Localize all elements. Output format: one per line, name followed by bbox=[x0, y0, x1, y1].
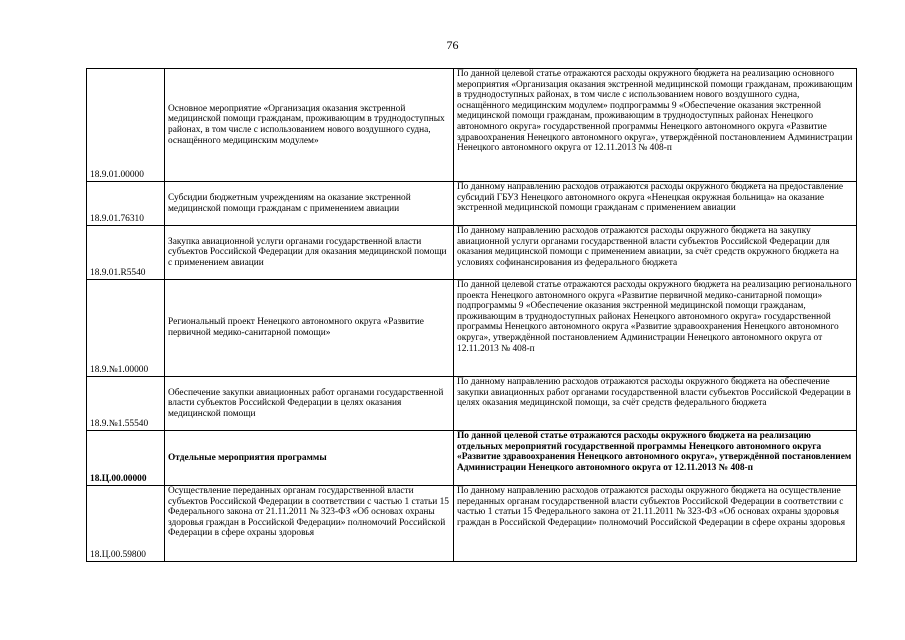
row-code: 18.9.01.76310 bbox=[87, 182, 165, 226]
row-name: Отдельные мероприятия программы bbox=[165, 431, 454, 486]
table-row bbox=[87, 226, 857, 280]
table-row bbox=[87, 377, 857, 431]
row-code: 18.Ц.00.59800 bbox=[87, 486, 165, 562]
table-row bbox=[87, 486, 857, 562]
page-number: 76 bbox=[446, 38, 459, 52]
row-code: 18.9.01.R5540 bbox=[87, 226, 165, 280]
row-description: По данной целевой статье отражаются расходы окружного бюджета на реализацию отдельных мероприятий государственной программы Ненецкого автономного округа «Развитие здравоохранения Ненецкого автономного округа», утверждённой постановлением Администрации Ненецкого автономного округа от 12.11.2013 № 408-п bbox=[454, 431, 857, 486]
budget-classification-table bbox=[86, 68, 857, 562]
table-row bbox=[87, 280, 857, 377]
row-description: По данному направлению расходов отражаются расходы окружного бюджета на закупку авиационной услуги органами государственной власти субъектов Российской Федерации для оказания медицинской помощи с применением авиации, за счёт средств окружного бюджета на условиях софинансирования из федерального бюджета bbox=[454, 226, 857, 280]
row-code: 18.Ц.00.00000 bbox=[87, 431, 165, 486]
row-name: Региональный проект Ненецкого автономного округа «Развитие первичной медико-санитарной помощи» bbox=[165, 280, 454, 377]
row-name: Субсидии бюджетным учреждениям на оказание экстренной медицинской помощи гражданам с применением авиации bbox=[165, 182, 454, 226]
row-name: Осуществление переданных органам государственной власти субъектов Российской Федерации в соответствии с частью 1 статьи 15 Федерального закона от 21.11.2011 № 323-ФЗ «Об основах охраны здоровья граждан в Российской Федерации» полномочий Российской Федерации в сфере охраны здоровья bbox=[165, 486, 454, 562]
row-code: 18.9.01.00000 bbox=[87, 69, 165, 182]
table-row bbox=[87, 431, 857, 486]
row-name: Закупка авиационной услуги органами государственной власти субъектов Российской Федерации для оказания медицинской помощи с применением авиации bbox=[165, 226, 454, 280]
row-description: По данному направлению расходов отражаются расходы окружного бюджета на предоставление субсидий ГБУЗ Ненецкого автономного округа «Ненецкая окружная больница» на оказание экстренной медицинской помощи гражданам с применением авиации bbox=[454, 182, 857, 226]
row-name: Основное мероприятие «Организация оказания экстренной медицинской помощи гражданам, проживающим в труднодоступных районах, в том числе с использованием нового воздушного судна, оснащённого медицинским модулем» bbox=[165, 69, 454, 182]
row-code: 18.9.№1.00000 bbox=[87, 280, 165, 377]
row-description: По данной целевой статье отражаются расходы окружного бюджета на реализацию регионального проекта Ненецкого автономного округа «Развитие первичной медико-санитарной помощи» подпрограммы 9 «Обеспечение оказания экстренной медицинской помощи гражданам, проживающим в труднодоступных районах Ненецкого автономного округа» государственной программы Ненецкого автономного округа «Развитие здравоохранения Ненецкого автономного округа», утверждённой постановлением Администрации Ненецкого автономного округа от 12.11.2013 № 408-п bbox=[454, 280, 857, 377]
row-name: Обеспечение закупки авиационных работ органами государственной власти субъектов Российской Федерации в целях оказания медицинской помощи bbox=[165, 377, 454, 431]
row-description: По данному направлению расходов отражаются расходы окружного бюджета на обеспечение закупки авиационных работ органами государственной власти субъектов Российской Федерации в целях оказания медицинской помощи, за счёт средств федерального бюджета bbox=[454, 377, 857, 431]
row-description: По данной целевой статье отражаются расходы окружного бюджета на реализацию основного мероприятия «Организация оказания экстренной медицинской помощи гражданам, проживающим в труднодоступных районах, в том числе с использованием нового воздушного судна, оснащённого медицинским модулем» подпрограммы 9 «Обеспечение оказания экстренной медицинской помощи гражданам, проживающим в труднодоступных районах Ненецкого автономного округа» государственной программы Ненецкого автономного округа «Развитие здравоохранения Ненецкого автономного округа», утверждённой постановлением Администрации Ненецкого автономного округа от 12.11.2013 № 408-п bbox=[454, 69, 857, 182]
table-row bbox=[87, 182, 857, 226]
row-description: По данному направлению расходов отражаются расходы окружного бюджета на осуществление переданных органам государственной власти субъектов Российской Федерации в соответствии с частью 1 статьи 15 Федерального закона от 21.11.2011 № 323-ФЗ «Об основах охраны здоровья граждан в Российской Федерации» полномочий Российской Федерации в сфере охраны здоровья bbox=[454, 486, 857, 562]
row-code: 18.9.№1.55540 bbox=[87, 377, 165, 431]
table-row bbox=[87, 69, 857, 182]
